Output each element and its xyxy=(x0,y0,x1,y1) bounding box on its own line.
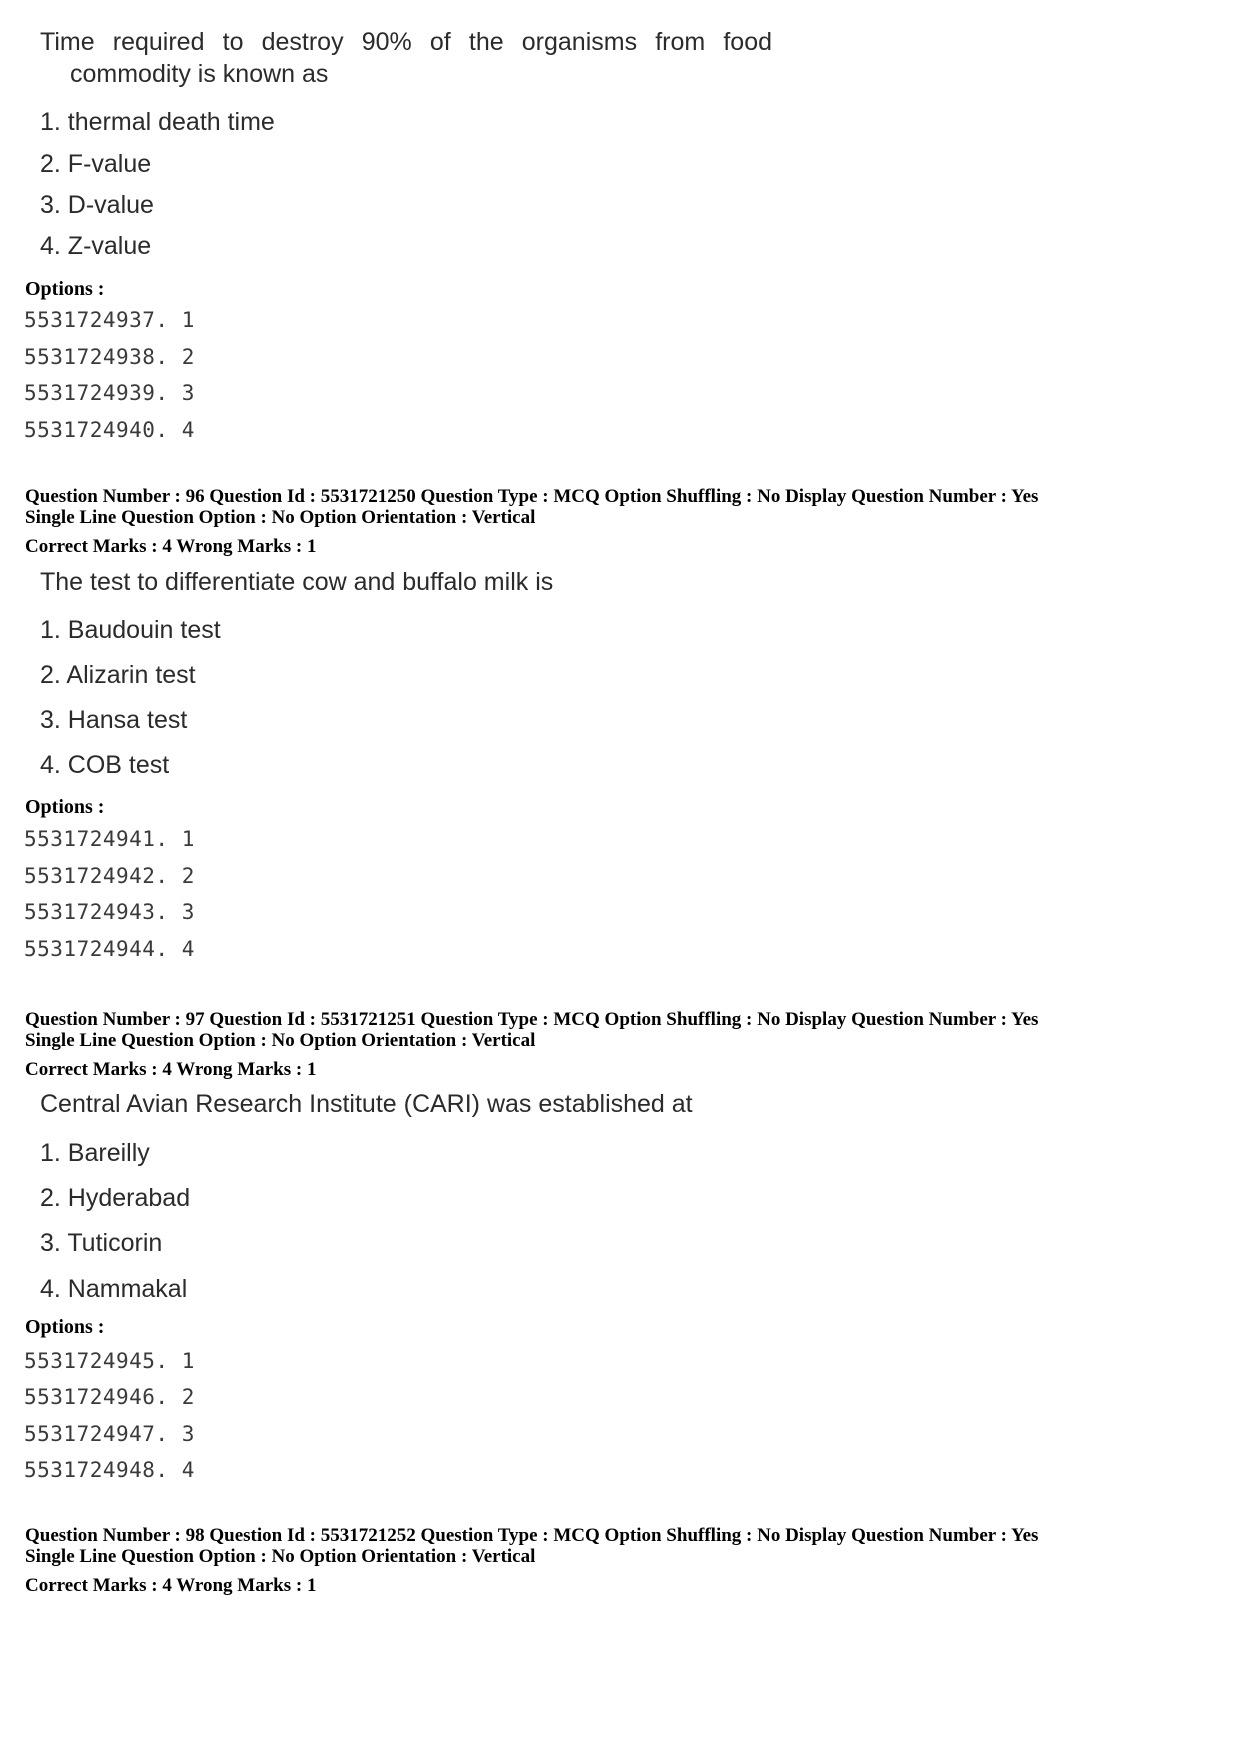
question-stem-line2: commodity is known as xyxy=(70,60,329,88)
question-meta-line2: Single Line Question Option : No Option Orientation : Vertical xyxy=(25,1546,536,1567)
choice-4: 4. Z-value xyxy=(40,232,152,260)
choice-1: 1. Baudouin test xyxy=(40,616,221,644)
option-id-3: 5531724939. 3 xyxy=(24,381,195,405)
option-id-1: 5531724937. 1 xyxy=(24,308,195,332)
choice-1: 1. thermal death time xyxy=(40,108,275,136)
choice-1: 1. Bareilly xyxy=(40,1139,150,1167)
question-marks: Correct Marks : 4 Wrong Marks : 1 xyxy=(25,1575,317,1596)
option-id-1: 5531724945. 1 xyxy=(24,1349,195,1373)
choice-4: 4. COB test xyxy=(40,751,170,779)
option-id-4: 5531724944. 4 xyxy=(24,937,195,961)
question-marks: Correct Marks : 4 Wrong Marks : 1 xyxy=(25,1059,317,1080)
choice-3: 3. D-value xyxy=(40,191,154,219)
choice-3: 3. Tuticorin xyxy=(40,1229,163,1257)
option-id-1: 5531724941. 1 xyxy=(24,827,195,851)
option-id-3: 5531724943. 3 xyxy=(24,900,195,924)
question-meta-line1: Question Number : 98 Question Id : 5531721252 Question Type : MCQ Option Shuffling : No Display Question Number : Yes xyxy=(25,1525,1039,1546)
choice-3: 3. Hansa test xyxy=(40,706,188,734)
choice-2: 2. Hyderabad xyxy=(40,1184,191,1212)
choice-2: 2. Alizarin test xyxy=(40,661,196,689)
question-meta-line2: Single Line Question Option : No Option Orientation : Vertical xyxy=(25,1030,536,1051)
question-meta-line1: Question Number : 96 Question Id : 5531721250 Question Type : MCQ Option Shuffling : No Display Question Number : Yes xyxy=(25,486,1039,507)
question-meta-line2: Single Line Question Option : No Option Orientation : Vertical xyxy=(25,507,536,528)
options-heading: Options : xyxy=(25,1316,105,1338)
choice-4: 4. Nammakal xyxy=(40,1275,188,1303)
option-id-4: 5531724940. 4 xyxy=(24,418,195,442)
option-id-2: 5531724946. 2 xyxy=(24,1385,195,1409)
option-id-4: 5531724948. 4 xyxy=(24,1458,195,1482)
choice-2: 2. F-value xyxy=(40,150,152,178)
question-marks: Correct Marks : 4 Wrong Marks : 1 xyxy=(25,536,317,557)
option-id-3: 5531724947. 3 xyxy=(24,1422,195,1446)
options-heading: Options : xyxy=(25,278,105,300)
option-id-2: 5531724938. 2 xyxy=(24,345,195,369)
question-stem: Central Avian Research Institute (CARI) was established at xyxy=(40,1090,693,1118)
option-id-2: 5531724942. 2 xyxy=(24,864,195,888)
question-stem: The test to differentiate cow and buffalo milk is xyxy=(40,568,554,596)
question-stem-line1: Time required to destroy 90% of the organisms from food xyxy=(40,28,772,56)
question-meta-line1: Question Number : 97 Question Id : 5531721251 Question Type : MCQ Option Shuffling : No Display Question Number : Yes xyxy=(25,1009,1039,1030)
options-heading: Options : xyxy=(25,796,105,818)
